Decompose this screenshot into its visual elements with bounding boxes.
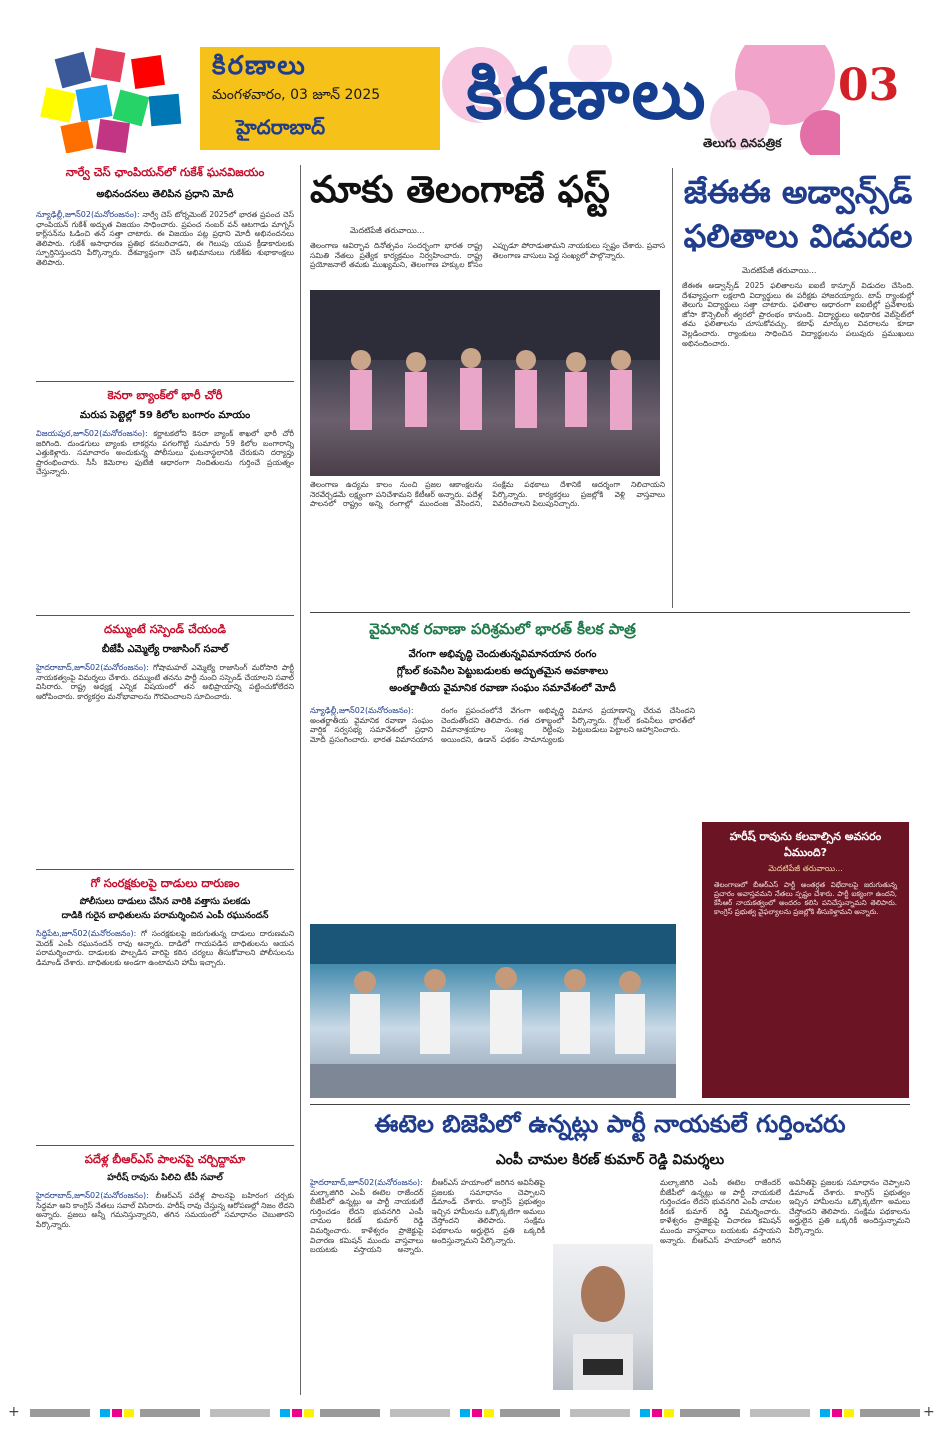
story-text: గోషామహల్ ఎమ్మెల్యే రాజాసింగ్ మరోసారి పార్టీ నాయకత్వంపై విమర్శలు చేశారు. దమ్ముంటే తనను పార్టీ నుంచి సస్పెండ్ చేయాలని సవాల్ విసిరారు. రాష్ట్ర అధ్యక్ష ఎన్నిక విషయంలో తన అభిప్రాయాన్ని పట్టించుకోలేదని ఆరోపించారు. కార్యకర్తల మనోభావాలను గౌరవించాలని సూచించారు. bbox=[36, 663, 294, 701]
story-byline: విజయపుర,జూన్02(మనోరంజనం): bbox=[36, 429, 148, 438]
registration-mark-left: + bbox=[8, 1404, 20, 1420]
social-media-cubes-image bbox=[38, 45, 198, 153]
edition-date: మంగళవారం, 03 జూన్ 2025 bbox=[212, 87, 381, 103]
story-byline: సిద్దిపేట,జూన్02(మనోరంజనం): bbox=[36, 929, 137, 938]
mini-logo: కిరణాలు bbox=[212, 51, 307, 81]
newspaper-tagline: తెలుగు దినపత్రిక bbox=[703, 136, 782, 150]
jee-headline: జేఈఈ అడ్వాన్స్‌డ్ ఫలితాలు విడుదల bbox=[683, 173, 913, 255]
story-headline: నార్వే చెస్ ఛాంపియన్‌లో గుకేశ్ ఘనవిజయం bbox=[65, 165, 265, 179]
story-body bbox=[36, 929, 294, 1139]
column-divider bbox=[672, 168, 673, 608]
story-headline: కెనరా బ్యాంక్‌లో భారీ చోరీ bbox=[107, 388, 223, 402]
harish-byline: మెదటిపేజీ తరువాయి... bbox=[768, 864, 843, 873]
story-subhead: పోలీసులు దాడులు చేసిన వారికి వత్తాసు పలకడు bbox=[79, 897, 251, 907]
story-headline: పదేళ్ల బీఆర్ఎస్ పాలనపై చర్చిద్దామా bbox=[84, 1152, 246, 1166]
lead-body-bottom: తెలంగాణ ఉద్యమ కాలం నుంచి ప్రజల ఆకాంక్షలను నెరవేర్చడమే లక్ష్యంగా పనిచేశామని కేటీఆర్ అన్నారు. పదేళ్ల పాలనలో రాష్ట్రం అన్ని రంగాల్లో ముందంజ వేసిందని, సంక్షేమ పథకాలు దేశానికే ఆదర్శంగా నిలిచాయని పేర్కొన్నారు. కార్యకర్తలు ప్రజల్లోకి వెళ్లి వాస్తవాలు వివరించాలని పిలుపునిచ్చారు. bbox=[310, 480, 665, 509]
story-headline: గో సంరక్షకులపై దాడులు దారుణం bbox=[90, 876, 240, 890]
story-text: బీఆర్ఎస్ పదేళ్ల పాలనపై బహిరంగ చర్చకు సిద్ధమా అని కాంగ్రెస్ నేతలు సవాల్ విసిరారు. హరీష్ రావు చేస్తున్న ఆరోపణల్లో నిజం లేదని అన్నారు. ప్రజలు అన్నీ గమనిస్తున్నారని, తగిన సమయంలో సమాధానం చెబుతారని పేర్కొన్నారు. bbox=[36, 1191, 294, 1229]
harish-headline: హరీష్ రావును కలవాల్సిన అవసరం ఏముంది? bbox=[729, 830, 882, 859]
section-divider bbox=[310, 1104, 910, 1105]
bottom-story bbox=[310, 1110, 910, 1171]
column-divider bbox=[300, 165, 301, 1395]
bottom-story-body-left bbox=[310, 1178, 545, 1390]
story-byline: హైదరాబాద్,జూన్02(మనోరంజనం): bbox=[36, 663, 149, 672]
lead-headline: మాకు తెలంగాణే ఫస్ట్ bbox=[310, 168, 610, 211]
story-subhead: హరీష్ రావును పిలిచి టీపీ సవాల్ bbox=[107, 1173, 223, 1183]
event-photo bbox=[310, 290, 660, 476]
lead-story-continued bbox=[310, 480, 665, 610]
story-subhead: బీజేపీ ఎమ్మెల్యే రాజాసింగ్ సవాల్ bbox=[101, 644, 229, 655]
left-column bbox=[36, 165, 294, 1385]
divider bbox=[36, 615, 294, 616]
story-byline: హైదరాబాద్,జూన్02(మనోరంజనం): bbox=[36, 1191, 149, 1200]
page-number: 03 bbox=[838, 60, 900, 111]
harish-rao-story-box bbox=[702, 822, 909, 1098]
story-byline: న్యూఢిల్లీ,జూన్02(మనోరంజనం): bbox=[36, 210, 140, 219]
lead-story bbox=[310, 168, 665, 303]
story-headline: దమ్ముంటే సస్పెండ్ చేయండి bbox=[104, 622, 226, 636]
aviation-byline: న్యూఢిల్లీ,జూన్02(మనోరంజనం): bbox=[310, 706, 414, 715]
story-body bbox=[36, 663, 294, 863]
story-body bbox=[36, 210, 294, 375]
jee-story bbox=[682, 170, 914, 811]
divider bbox=[36, 869, 294, 870]
divider bbox=[36, 381, 294, 382]
date-box bbox=[200, 47, 440, 150]
harish-body: తెలంగాణలో బీఆర్ఎస్ పార్టీ అంతర్గత విభేదాలపై జరుగుతున్న ప్రచారం అవాస్తవమని నేతలు స్పష్టం చేశారు. పార్టీ ఐక్యంగా ఉందని, కేసీఆర్ నాయకత్వంలో అందరం కలిసి పనిచేస్తున్నామని తెలిపారు. కాంగ్రెస్ ప్రభుత్వ వైఫల్యాలను ప్రజల్లోకి తీసుకెళ్తామని అన్నారు. bbox=[714, 881, 897, 916]
registration-mark-right: + bbox=[923, 1404, 935, 1420]
lead-body-top: తెలంగాణ ఆవిర్భావ దినోత్సవం సందర్భంగా భారత రాష్ట్ర సమితి నేతలు ప్రత్యేక కార్యక్రమం నిర్వహించారు. రాష్ట్ర ప్రయోజనాలే తమకు ముఖ్యమని, తెలంగాణ హక్కుల కోసం ఎప్పుడూ పోరాడుతామని నాయకులు స్పష్టం చేశారు. ప్రవాస తెలంగాణ వాసులు పెద్ద సంఖ్యలో పాల్గొన్నారు. bbox=[310, 241, 665, 270]
bottom-headline: ఈటెల బిజెపిలో ఉన్నట్లు పార్టీ నాయకులే గుర్తించరు bbox=[374, 1110, 846, 1138]
bottom-story-body-right bbox=[660, 1178, 910, 1390]
aviation-body bbox=[310, 706, 695, 926]
aviation-subhead-1: వేగంగా అభివృద్ధి చెందుతున్నవిమానయాన రంగం bbox=[408, 649, 597, 660]
story-text: కర్ణాటకలోని కెనరా బ్యాంక్ శాఖలో భారీ చోరీ జరిగింది. దుండగులు బ్యాంకు లాకర్లను పగలగొట్టి సుమారు 59 కిలోల బంగారాన్ని ఎత్తుకెళ్లారు. సమాచారం అందుకున్న పోలీసులు ఘటనాస్థలానికి చేరుకుని దర్యాప్తు ప్రారంభించారు. సీసీ కెమెరాల ఫుటేజీ ఆధారంగా నిందితులను గుర్తించే ప్రయత్నం చేస్తున్నారు. bbox=[36, 429, 294, 477]
newspaper-logo: కిరణాలు bbox=[466, 52, 708, 135]
print-registration-bar bbox=[0, 1403, 945, 1423]
bottom-byline: హైదరాబాద్,జూన్02(మనోరంజనం): bbox=[310, 1178, 423, 1187]
aviation-subhead-2: గ్లోబల్ కంపెనీల పెట్టుబడులకు అద్భుతమైన అవకాశాలు bbox=[396, 666, 609, 677]
story-body bbox=[36, 1191, 294, 1371]
bottom-body bbox=[310, 1178, 545, 1390]
story-subhead: మరుప పెట్టెల్లో 59 కిలోల బంగారం మాయం bbox=[79, 410, 251, 421]
aviation-text: అంతర్జాతీయ వైమానిక రవాణా సంఘం వార్షిక సర్వసభ్య సమావేశంలో ప్రధాని మోదీ ప్రసంగించారు. భారత విమానయాన రంగం ప్రపంచంలోనే వేగంగా అభివృద్ధి చెందుతోందని తెలిపారు. గత దశాబ్దంలో విమానాశ్రయాల సంఖ్య రెట్టింపు అయిందని, ఉడాన్ పథకం సామాన్యులకు విమాన ప్రయాణాన్ని చేరువ చేసిందని పేర్కొన్నారు. గ్లోబల్ కంపెనీలు భారత్‌లో పెట్టుబడులు పెట్టాలని ఆహ్వానించారు. bbox=[310, 706, 695, 744]
aviation-event-photo bbox=[310, 924, 676, 1098]
divider bbox=[36, 1145, 294, 1146]
jee-body: జేఈఈ అడ్వాన్స్‌డ్ 2025 ఫలితాలను ఐఐటీ కాన్పూర్ విడుదల చేసింది. దేశవ్యాప్తంగా లక్షలాది విద్యార్థులు ఈ పరీక్షకు హాజరయ్యారు. టాప్ ర్యాంకుల్లో తెలుగు విద్యార్థులు సత్తా చాటారు. ఫలితాల ఆధారంగా ఐఐటీల్లో ప్రవేశాలకు జోసా కౌన్సెలింగ్ త్వరలో ప్రారంభం కానుంది. విద్యార్థులు అధికారిక వెబ్‌సైట్‌లో తమ ఫలితాలను చూసుకోవచ్చు. కటాఫ్ మార్కుల వివరాలను కూడా వెల్లడించారు. ర్యాంకులు సాధించిన విద్యార్థులను పలువురు ప్రముఖులు అభినందించారు. bbox=[682, 281, 914, 348]
section-divider bbox=[310, 612, 910, 613]
jee-byline: మెదటిపేజీ తరువాయి... bbox=[742, 266, 817, 275]
lead-byline: మెదటిపేజీ తరువాయి... bbox=[350, 226, 425, 235]
bottom-subhead: ఎంపీ చామల కిరణ్ కుమార్ రెడ్డి విమర్శలు bbox=[495, 1152, 725, 1168]
bottom-text: మల్కాజిగిరి ఎంపీ ఈటెల రాజేందర్ బీజేపీలో ఉన్నట్లు ఆ పార్టీ నాయకులే గుర్తించడం లేదని భువనగిరి ఎంపీ చామల కిరణ్ కుమార్ రెడ్డి విమర్శించారు. కాళేశ్వరం ప్రాజెక్టుపై విచారణ కమిషన్ ముందు వాస్తవాలు బయటకు వస్తాయని అన్నారు. బీఆర్ఎస్ హయాంలో జరిగిన అవినీతిపై ప్రజలకు సమాధానం చెప్పాలని డిమాండ్ చేశారు. కాంగ్రెస్ ప్రభుత్వం ఇచ్చిన హామీలను ఒక్కొక్కటిగా అమలు చేస్తోందని తెలిపారు. సంక్షేమ పథకాలను అర్హులైన ప్రతి ఒక్కరికీ అందిస్తున్నామని పేర్కొన్నారు. bbox=[310, 1178, 545, 1255]
edition-city: హైదరాబాద్ bbox=[236, 115, 326, 139]
story-body bbox=[36, 429, 294, 609]
bottom-body-continued: మల్కాజిగిరి ఎంపీ ఈటెల రాజేందర్ బీజేపీలో ఉన్నట్లు ఆ పార్టీ నాయకులే గుర్తించడం లేదని భువనగిరి ఎంపీ చామల కిరణ్ కుమార్ రెడ్డి విమర్శించారు. కాళేశ్వరం ప్రాజెక్టుపై విచారణ కమిషన్ ముందు వాస్తవాలు బయటకు వస్తాయని అన్నారు. బీఆర్ఎస్ హయాంలో జరిగిన అవినీతిపై ప్రజలకు సమాధానం చెప్పాలని డిమాండ్ చేశారు. కాంగ్రెస్ ప్రభుత్వం ఇచ్చిన హామీలను ఒక్కొక్కటిగా అమలు చేస్తోందని తెలిపారు. సంక్షేమ పథకాలను అర్హులైన ప్రతి ఒక్కరికీ అందిస్తున్నామని పేర్కొన్నారు. bbox=[660, 1178, 910, 1245]
story-text: గో సంరక్షకులపై జరుగుతున్న దాడులు దారుణమని మెదక్ ఎంపీ రఘునందన్ రావు అన్నారు. దాడిలో గాయపడిన బాధితులను ఆయన పరామర్శించారు. దాడులకు పాల్పడిన వారిపై కఠిన చర్యలు తీసుకోవాలని పోలీసులను డిమాండ్ చేశారు. బాధితులకు అండగా ఉంటామని హామీ ఇచ్చారు. bbox=[36, 929, 294, 967]
masthead bbox=[0, 0, 945, 158]
aviation-subhead-3: అంతర్జాతీయ వైమానిక రవాణా సంఘం సమావేశంలో మోదీ bbox=[389, 683, 616, 694]
story-subhead: అభినందనలు తెలిపిన ప్రధాని మోదీ bbox=[96, 189, 234, 200]
story-text: నార్వే చెస్ టోర్నమెంట్ 2025లో భారత ప్రపంచ చెస్ ఛాంపియన్ గుకేశ్ అద్భుత విజయం సాధించారు. ప్రపంచ నంబర్ వన్ ఆటగాడు మాగ్నస్ కార్ల్‌సన్‌ను ఓడించి తన సత్తా చాటారు. ఈ విజయం పట్ల ప్రధాని మోదీ అభినందనలు తెలిపారు. గుకేశ్ అసాధారణ ప్రతిభ కనబరిచాడని, ఈ గెలుపు యువ క్రీడాకారులకు స్ఫూర్తినిస్తుందని పేర్కొన్నారు. దేశవ్యాప్తంగా చెస్ అభిమానులు గుకేశ్‌కు శుభాకాంక్షలు తెలిపారు. bbox=[36, 210, 294, 267]
aviation-headline: వైమానిక రవాణా పరిశ్రమలో భారత్ కీలక పాత్ర bbox=[369, 620, 636, 638]
aviation-story bbox=[310, 620, 695, 926]
story-subhead-2: దాడికి గురైన బాధితులను పరామర్శించిన ఎంపీ రఘునందన్ bbox=[61, 911, 269, 921]
mp-portrait-photo bbox=[553, 1244, 653, 1390]
